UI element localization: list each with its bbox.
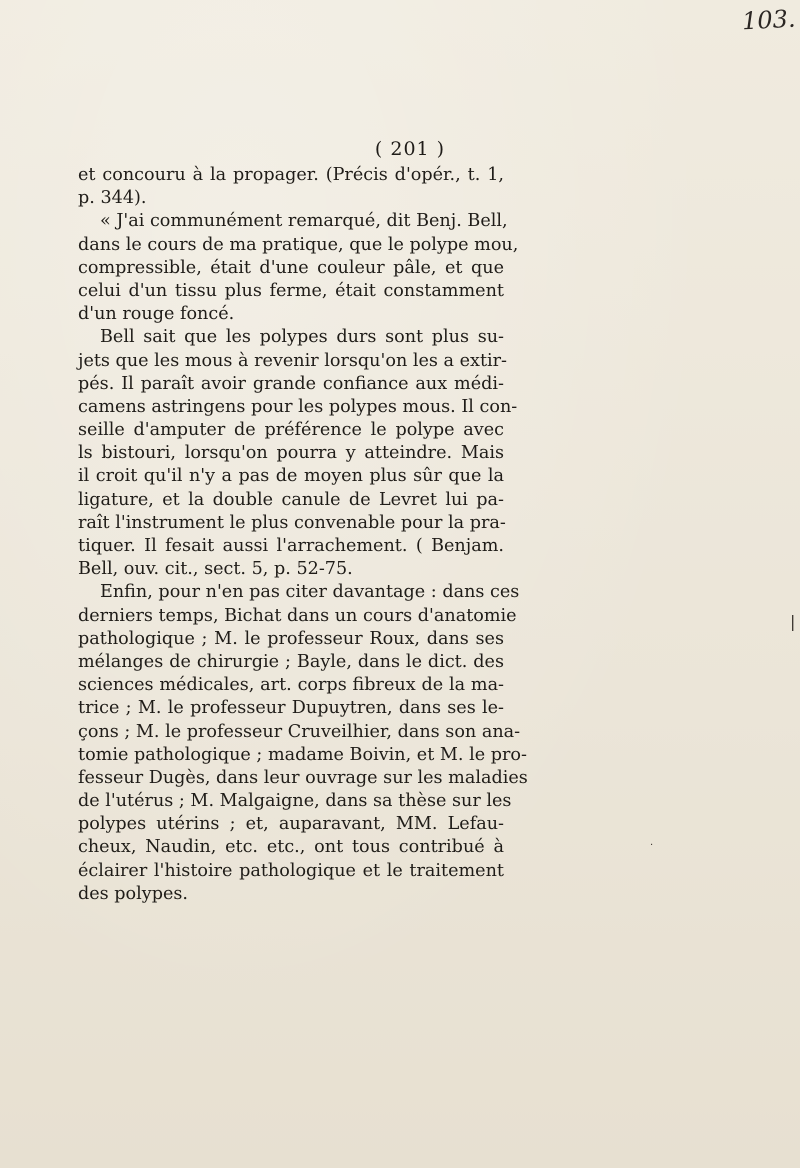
text-line: derniers temps, Bichat dans un cours d'anatomie	[78, 605, 517, 626]
text-line: p. 344).	[78, 188, 147, 209]
text-line: tomie pathologique ; madame Boivin, et M. le pro-	[78, 744, 527, 765]
text-line: jets que les mous à revenir lorsqu'on les a extir-	[78, 350, 507, 371]
text-line: fesseur Dugès, dans leur ouvrage sur les maladies	[78, 767, 528, 788]
text-line: pathologique ; M. le professeur Roux, dans ses	[78, 628, 504, 649]
text-line: raît l'instrument le plus convenable pour la pra-	[78, 512, 506, 533]
text-line: camens astringens pour les polypes mous. Il con-	[78, 396, 518, 417]
text-line: seille d'amputer de préférence le polype avec	[78, 420, 504, 441]
margin-mark: |	[790, 612, 796, 631]
body-text	[78, 164, 528, 906]
text-line: des polypes.	[78, 883, 189, 904]
text-line: d'un rouge foncé.	[78, 304, 235, 325]
margin-mark: ·	[650, 840, 654, 851]
text-line: dans le cours de ma pratique, que le polype mou,	[78, 234, 519, 255]
text-line: et concouru à la propager. (Précis d'opér., t. 1,	[78, 165, 504, 185]
text-line: sciences médicales, art. corps fibreux de la ma-	[78, 675, 504, 696]
text-line: éclairer l'histoire pathologique et le traitement	[78, 860, 504, 881]
text-line: compressible, était d'une couleur pâle, et que	[78, 257, 504, 278]
text-line: il croit qu'il n'y a pas de moyen plus sûr que la	[78, 466, 504, 487]
text-line: tiquer. Il fesait aussi l'arrachement. ( Benjam.	[78, 536, 504, 556]
text-line: de l'utérus ; M. Malgaigne, dans sa thèse sur les	[78, 791, 512, 812]
text-line: mélanges de chirurgie ; Bayle, dans le dict. des	[78, 651, 504, 672]
handwritten-folio-number: 103.	[741, 4, 797, 36]
text-line: trice ; M. le professeur Dupuytren, dans ses le-	[78, 698, 504, 719]
page-number: ( 201 )	[374, 138, 446, 160]
text-line: polypes utérins ; et, auparavant, MM. Lefau-	[78, 814, 504, 835]
text-line: cheux, Naudin, etc. etc., ont tous contribué à	[78, 837, 504, 858]
text-line: çons ; M. le professeur Cruveilhier, dans son ana-	[78, 721, 521, 742]
text-line: ligature, et la double canule de Levret lui pa-	[78, 489, 504, 510]
text-line: ls bistouri, lorsqu'on pourra y atteindre. Mais	[78, 443, 504, 464]
text-line: Bell, ouv. cit., sect. 5, p. 52-75.	[78, 559, 353, 580]
text-line: Enfin, pour n'en pas citer davantage : dans ces	[100, 582, 520, 603]
text-line: Bell sait que les polypes durs sont plus su-	[100, 327, 504, 348]
text-line: « J'ai communément remarqué, dit Benj. Bell,	[100, 211, 508, 232]
text-line: pés. Il paraît avoir grande confiance aux médi-	[78, 373, 504, 394]
text-line: celui d'un tissu plus ferme, était constamment	[78, 280, 504, 301]
